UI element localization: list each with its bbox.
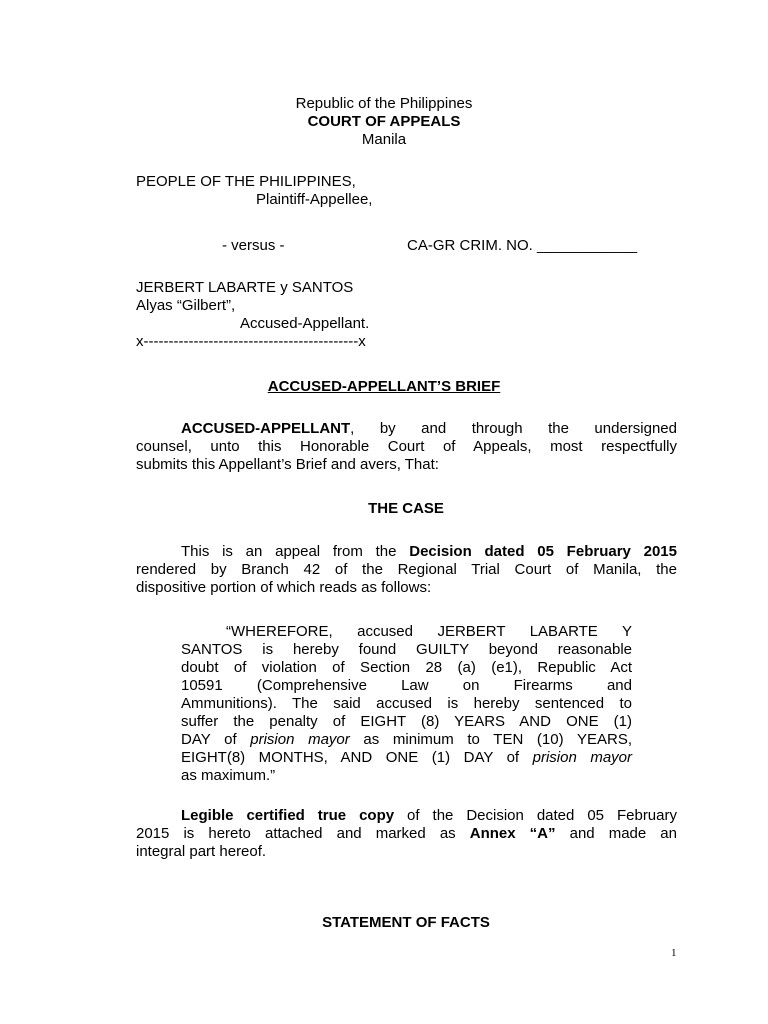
quote-line-8-b: prision mayor — [532, 749, 633, 766]
annex-line-1 — [136, 807, 677, 825]
intro-paragraph — [136, 420, 677, 474]
annex-line-2-c: and made an — [555, 825, 677, 842]
quote-line-8 — [181, 749, 632, 767]
court-header — [0, 95, 768, 149]
caption-separator: x-------------------------------------------x — [136, 333, 366, 350]
statement-of-facts-heading: STATEMENT OF FACTS — [322, 914, 490, 931]
quote-line-3: doubt of violation of Section 28 (a) (e1), Republic Act — [181, 659, 632, 676]
case-number: CA-GR CRIM. NO. ____________ — [407, 237, 638, 254]
the-case-heading: THE CASE — [368, 500, 444, 517]
quote-line-1: “WHEREFORE, accused JERBERT LABARTE Y — [226, 623, 632, 640]
annex-label: Annex “A” — [469, 825, 556, 842]
quote-line-2: SANTOS is hereby found GUILTY beyond reasonable — [181, 641, 632, 658]
court-name: COURT OF APPEALS — [307, 113, 461, 130]
quote-line-7-a: DAY of — [181, 731, 251, 748]
page-number: 1 — [671, 947, 677, 959]
quote-line-4: 10591 (Comprehensive Law on Firearms and — [181, 677, 632, 694]
plaintiff-role: Plaintiff-Appellee, — [256, 191, 373, 208]
brief-title: ACCUSED-APPELLANT’S BRIEF — [267, 378, 501, 395]
annex-line-1-a: Legible certified true copy — [181, 807, 395, 824]
quote-line-9: as maximum.” — [181, 767, 276, 784]
quote-line-6: suffer the penalty of EIGHT (8) YEARS AND ONE (1) — [181, 713, 632, 730]
annex-line-3: integral part hereof. — [136, 843, 267, 860]
intro-lead: ACCUSED-APPELLANT — [181, 420, 351, 437]
republic-line: Republic of the Philippines — [295, 95, 473, 112]
annex-line-2 — [136, 825, 677, 843]
case-line-1-a: This is an appeal from the — [181, 543, 410, 560]
case-paragraph — [136, 543, 677, 597]
annex-line-1-b: of the Decision dated 05 February — [394, 807, 677, 824]
intro-line-1 — [136, 420, 677, 438]
accused-role: Accused-Appellant. — [240, 315, 370, 332]
case-line-2: rendered by Branch 42 of the Regional Trial Court of Manila, the — [136, 561, 677, 578]
intro-line-3: submits this Appellant’s Brief and avers, That: — [136, 456, 439, 473]
intro-line-2: counsel, unto this Honorable Court of Appeals, most respectfully — [136, 438, 677, 455]
quote-line-7-c: as minimum to TEN (10) YEARS, — [349, 731, 632, 748]
court-city: Manila — [361, 131, 407, 148]
quote-line-5: Ammunitions). The said accused is hereby sentenced to — [181, 695, 632, 712]
intro-line-1-rest: , by and through the undersigned — [350, 420, 677, 437]
annex-paragraph — [136, 807, 677, 861]
dispositive-quote — [181, 623, 632, 785]
versus-text: - versus - — [222, 237, 285, 254]
plaintiff-name: PEOPLE OF THE PHILIPPINES, — [136, 173, 356, 190]
accused-alias: Alyas “Gilbert”, — [136, 297, 236, 314]
case-line-1 — [136, 543, 677, 561]
case-line-3: dispositive portion of which reads as follows: — [136, 579, 432, 596]
quote-line-7 — [181, 731, 632, 749]
quote-line-8-a: EIGHT(8) MONTHS, AND ONE (1) DAY of — [181, 749, 533, 766]
decision-date: Decision dated 05 February 2015 — [409, 543, 677, 560]
annex-line-2-a: 2015 is hereto attached and marked as — [136, 825, 470, 842]
quote-line-7-b: prision mayor — [250, 731, 350, 748]
accused-name: JERBERT LABARTE y SANTOS — [136, 279, 354, 296]
